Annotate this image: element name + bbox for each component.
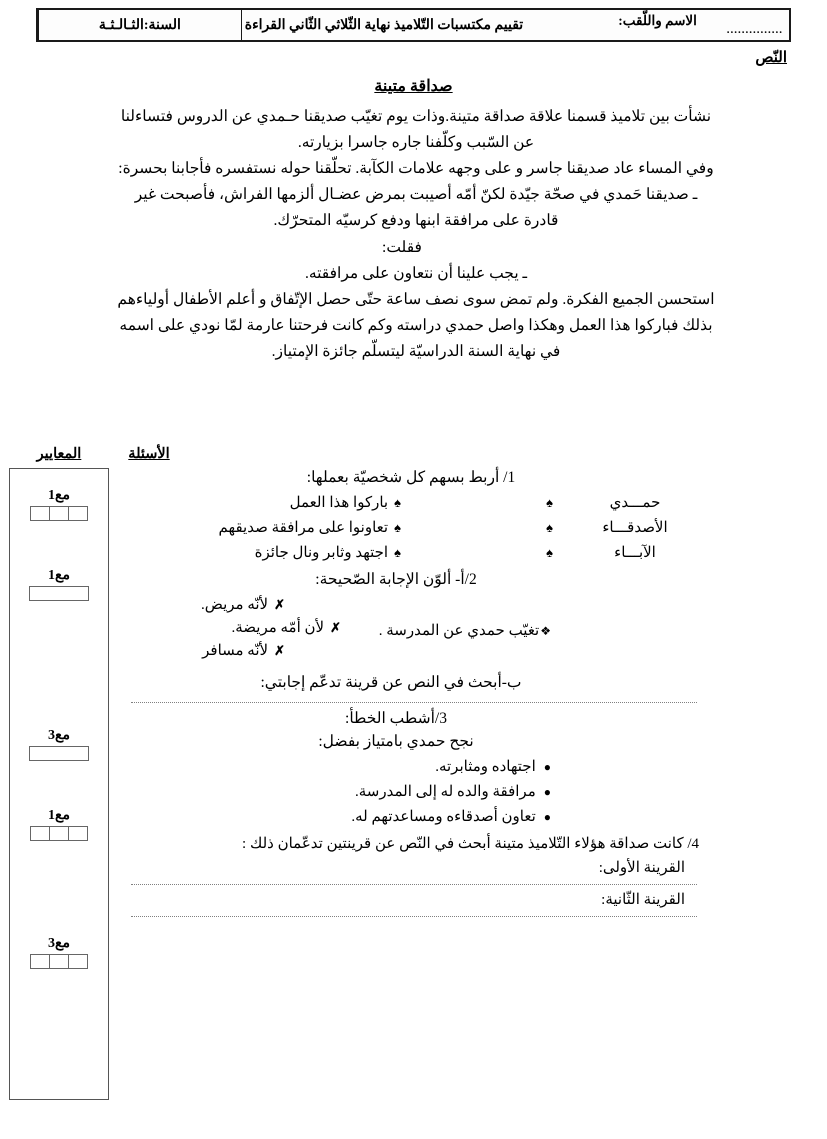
- answer-line-4-1[interactable]: [131, 883, 697, 885]
- answer-line-2b[interactable]: [131, 701, 697, 703]
- passage-line: ـ يجب علينا أن نتعاون على مرافقته.: [304, 264, 528, 282]
- criteria-label: مع1: [48, 808, 70, 823]
- spade-icon[interactable]: ♠: [394, 545, 401, 560]
- passage-line: عن السّبب وكلّفنا جاره جاسرا بزيارته.: [297, 134, 535, 152]
- matching-action-label: اجتهد وثابر ونال جائزة: [254, 545, 389, 561]
- criteria-label: مع3: [48, 728, 70, 743]
- matching-item[interactable]: [445, 493, 695, 512]
- score-cell[interactable]: [30, 506, 50, 521]
- passage-line: نشأت بين تلاميذ قسمنا علاقة صداقة متينة.وذات يوم تغيّب صديقنا حـمدي عن الدروس فتساءلنا: [120, 108, 712, 125]
- question-4-label-1: القرينة الأولى:: [598, 860, 685, 876]
- passage-line: ـ صديقنا حَمدي في صحّة جيّدة لكنّ أمّه أصيبت بمرض عضـال ألزمها الفراش، فأصبحت غير: [134, 186, 698, 204]
- passage-body: [55, 104, 777, 365]
- header-cell-year: السنة:الثـالـثـة: [38, 10, 241, 40]
- question-2b-prompt: ب-أبحث في النص عن قرينة تدعّم إجابتي:: [260, 674, 522, 691]
- passage-line: بذلك فباركوا هذا العمل وهكذا واصل حمدي دراسته وكم كانت فرحتنا عارمة لمّا نودي على اسمه: [119, 316, 713, 334]
- score-cell[interactable]: [49, 826, 69, 841]
- student-name-dots: ...............: [726, 25, 783, 37]
- bullet-icon: ●: [543, 785, 551, 799]
- question-3-option[interactable]: [121, 782, 551, 801]
- score-cell[interactable]: [29, 746, 89, 761]
- criteria-item: [10, 727, 108, 761]
- option-label: لأنّه مريض.: [200, 597, 269, 613]
- score-cell[interactable]: [68, 954, 88, 969]
- question-3-option[interactable]: [121, 807, 551, 826]
- questions-content: [121, 468, 701, 921]
- criteria-item: [10, 487, 108, 521]
- cross-icon[interactable]: ✗: [274, 643, 285, 658]
- matching-item[interactable]: [445, 518, 695, 537]
- question-3-subprompt: نجح حمدي بامتياز بفضل:: [318, 733, 474, 750]
- diamond-bullet-icon: ❖: [540, 624, 551, 638]
- matching-characters-column: [445, 493, 695, 562]
- criteria-label: مع1: [48, 488, 70, 503]
- passage-title-text: صداقة متينة: [374, 78, 453, 95]
- matching-character-label: حمـــدي: [609, 495, 661, 511]
- header-cell-student-name: [526, 10, 789, 40]
- question-1-matching: [121, 493, 701, 562]
- criteria-item: [10, 567, 108, 601]
- question-2-options: [131, 595, 341, 660]
- score-cell[interactable]: [30, 954, 50, 969]
- criteria-item: [10, 807, 108, 841]
- cross-icon[interactable]: ✗: [274, 597, 285, 612]
- spade-icon[interactable]: ♠: [546, 545, 553, 560]
- question-3-prompt: 3/أشطب الخطأ:: [345, 710, 447, 727]
- matching-action-label: تعاونوا على مرافقة صديقهم: [218, 520, 389, 536]
- matching-item[interactable]: [131, 493, 401, 512]
- criteria-score-boxes[interactable]: [10, 506, 108, 521]
- matching-character-label: الأصدقـــاء: [602, 520, 668, 536]
- option-label: لأنّه مسافر: [202, 643, 269, 659]
- question-4-prompt: 4/ كانت صداقة هؤلاء التّلاميذ متينة أبحث في النّص عن قرينتين تدعّمان ذلك :: [242, 836, 699, 852]
- question-3-option[interactable]: [121, 757, 551, 776]
- bullet-icon: ●: [543, 760, 551, 774]
- score-cell[interactable]: [29, 586, 89, 601]
- matching-character-label: الآبـــاء: [614, 545, 656, 561]
- matching-actions-column: [131, 493, 401, 562]
- score-cell[interactable]: [49, 506, 69, 521]
- bullet-icon: ●: [543, 810, 551, 824]
- question-3-options: [121, 757, 701, 826]
- questions-column-header: الأسئلة: [128, 446, 170, 462]
- criteria-score-boxes[interactable]: [10, 746, 108, 761]
- score-cell[interactable]: [68, 826, 88, 841]
- question-2-prompt: 2/أ- ألوّن الإجابة الصّحيحة:: [315, 571, 477, 588]
- question-2-stem: [379, 621, 551, 640]
- option-label: اجتهاده ومثابرته.: [435, 759, 536, 775]
- criteria-item: [10, 935, 108, 969]
- matching-item[interactable]: [445, 543, 695, 562]
- score-cell[interactable]: [30, 826, 50, 841]
- answer-line-4-2[interactable]: [131, 915, 697, 917]
- passage-title: [0, 76, 827, 96]
- header-cell-exam-title: تقييم مكتسبات التّلاميذ نهاية الثّلاثي الثّاني القراءة: [241, 10, 526, 40]
- criteria-score-boxes[interactable]: [10, 954, 108, 969]
- question-2-option[interactable]: [131, 595, 341, 614]
- student-name-label: الاسم واللّقب:: [618, 12, 697, 28]
- criteria-column-header: المعايير: [36, 446, 82, 462]
- question-2-option[interactable]: [131, 641, 341, 660]
- criteria-score-boxes[interactable]: [10, 826, 108, 841]
- question-2-option[interactable]: [131, 618, 341, 637]
- header-table: [36, 8, 791, 42]
- spade-icon[interactable]: ♠: [546, 520, 553, 535]
- option-label: لأن أمّه مريضة.: [231, 620, 325, 636]
- passage-line: استحسن الجميع الفكرة. ولم تمض سوى نصف ساعة حتّى حصل الإتّفاق و أعلم الأطفال أولياءهم: [117, 290, 715, 308]
- question-2-body: [121, 595, 701, 669]
- criteria-score-boxes[interactable]: [10, 586, 108, 601]
- matching-item[interactable]: [131, 543, 401, 562]
- option-label: تعاون أصدقاءه ومساعدتهم له.: [351, 809, 536, 825]
- passage-line: قادرة على مرافقة ابنها ودفع كرسيّه المتحرّك.: [273, 212, 559, 230]
- option-label: مرافقة والده له إلى المدرسة.: [355, 784, 536, 800]
- cross-icon[interactable]: ✗: [330, 620, 341, 635]
- question-2-stem-text: تغيّب حمدي عن المدرسة .: [378, 623, 540, 639]
- passage-line: وفي المساء عاد صديقنا جاسر و على وجهه علامات الكآبة. تحلّقنا حوله نستفسره فأجابنا بحسرة:: [118, 160, 714, 178]
- criteria-label: مع3: [48, 936, 70, 951]
- criteria-column: [9, 468, 109, 1100]
- spade-icon[interactable]: ♠: [394, 520, 401, 535]
- spade-icon[interactable]: ♠: [394, 495, 401, 510]
- questions-area: [18, 446, 809, 1116]
- section-label-text: النّص: [755, 50, 787, 66]
- matching-item[interactable]: [131, 518, 401, 537]
- passage-line: في نهاية السنة الدراسيّة ليتسلّم جائزة الإمتياز.: [271, 342, 561, 360]
- criteria-label: مع1: [48, 568, 70, 583]
- score-cell[interactable]: [49, 954, 69, 969]
- column-headers: [18, 446, 809, 470]
- question-4-label-2: القرينة الثّانية:: [601, 892, 685, 908]
- spade-icon[interactable]: ♠: [546, 495, 553, 510]
- question-1-prompt: 1/ أربط بسهم كل شخصيّة بعملها:: [306, 469, 516, 486]
- passage-line: فقلت:: [382, 238, 422, 256]
- score-cell[interactable]: [68, 506, 88, 521]
- matching-action-label: باركوا هذا العمل: [289, 495, 389, 511]
